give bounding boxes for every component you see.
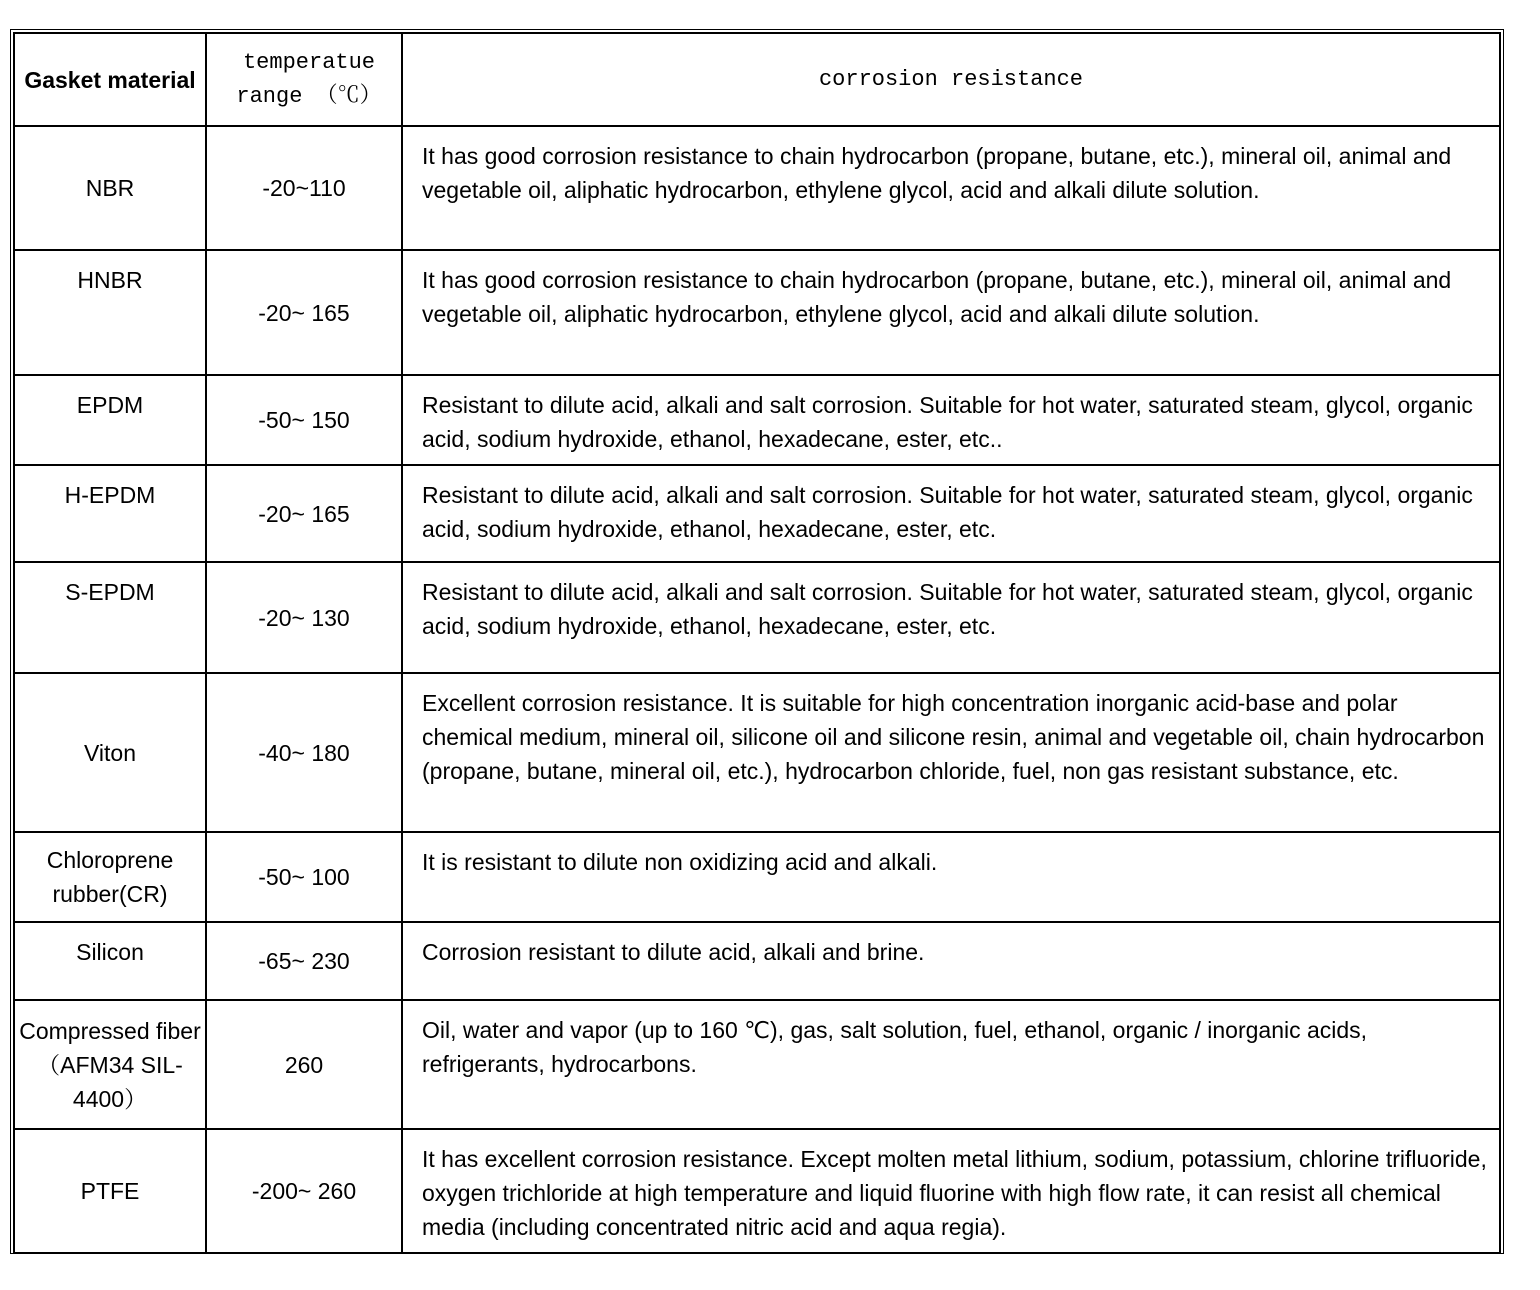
table-row: [14, 832, 1500, 922]
corrosion-cell: Resistant to dilute acid, alkali and salt corrosion. Suitable for hot water, saturated steam, glycol, organic acid, sodium hydroxide, ethanol, hexadecane, ester, etc.: [402, 562, 1500, 673]
material-cell: S-EPDM: [14, 562, 206, 673]
material-cell: HNBR: [14, 250, 206, 375]
table-row: [14, 1000, 1500, 1129]
material-cell: EPDM: [14, 375, 206, 465]
table-row: [14, 673, 1500, 832]
header-corrosion-resistance: corrosion resistance: [402, 33, 1500, 126]
corrosion-cell: It has good corrosion resistance to chain hydrocarbon (propane, butane, etc.), mineral oil, animal and vegetable oil, aliphatic hydrocarbon, ethylene glycol, acid and alkali dilute solution.: [402, 250, 1500, 375]
material-cell: PTFE: [14, 1129, 206, 1253]
gasket-material-table: [13, 32, 1501, 1254]
temperature-cell: -65~ 230: [206, 922, 402, 1000]
temperature-cell: -20~ 165: [206, 465, 402, 562]
table-row: [14, 250, 1500, 375]
table-row: [14, 1129, 1500, 1253]
corrosion-cell: It is resistant to dilute non oxidizing acid and alkali.: [402, 832, 1500, 922]
temperature-cell: -20~ 130: [206, 562, 402, 673]
table-row: [14, 126, 1500, 250]
material-cell: Viton: [14, 673, 206, 832]
temperature-cell: -50~ 150: [206, 375, 402, 465]
corrosion-cell: It has excellent corrosion resistance. Except molten metal lithium, sodium, potassium, chlorine trifluoride, oxygen trichloride at high temperature and liquid fluorine with high flow rate, it can resist all chemical media (including concentrated nitric acid and aqua regia).: [402, 1129, 1500, 1253]
material-cell: Compressed fiber（AFM34 SIL-4400）: [14, 1000, 206, 1129]
material-cell: Silicon: [14, 922, 206, 1000]
temperature-cell: -20~ 165: [206, 250, 402, 375]
gasket-table-frame: [10, 29, 1504, 1254]
corrosion-cell: Oil, water and vapor (up to 160 ℃), gas, salt solution, fuel, ethanol, organic / inorganic acids, refrigerants, hydrocarbons.: [402, 1000, 1500, 1129]
table-row: [14, 922, 1500, 1000]
temperature-cell: -40~ 180: [206, 673, 402, 832]
material-cell: NBR: [14, 126, 206, 250]
corrosion-cell: Corrosion resistant to dilute acid, alkali and brine.: [402, 922, 1500, 1000]
material-cell: H-EPDM: [14, 465, 206, 562]
corrosion-cell: It has good corrosion resistance to chain hydrocarbon (propane, butane, etc.), mineral oil, animal and vegetable oil, aliphatic hydrocarbon, ethylene glycol, acid and alkali dilute solution.: [402, 126, 1500, 250]
table-row: [14, 465, 1500, 562]
table-row: [14, 562, 1500, 673]
corrosion-cell: Excellent corrosion resistance. It is suitable for high concentration inorganic acid-base and polar chemical medium, mineral oil, silicone oil and silicone resin, animal and vegetable oil, chain hydrocarbon (propane, butane, mineral oil, etc.), hydrocarbon chloride, fuel, non gas resistant substance, etc.: [402, 673, 1500, 832]
table-row: [14, 375, 1500, 465]
temperature-cell: 260: [206, 1000, 402, 1129]
table-header-row: [14, 33, 1500, 126]
temperature-cell: -200~ 260: [206, 1129, 402, 1253]
corrosion-cell: Resistant to dilute acid, alkali and salt corrosion. Suitable for hot water, saturated steam, glycol, organic acid, sodium hydroxide, ethanol, hexadecane, ester, etc.: [402, 465, 1500, 562]
corrosion-cell: Resistant to dilute acid, alkali and salt corrosion. Suitable for hot water, saturated steam, glycol, organic acid, sodium hydroxide, ethanol, hexadecane, ester, etc..: [402, 375, 1500, 465]
header-gasket-material: Gasket material: [14, 33, 206, 126]
header-temperature-range: temperatue range （℃）: [206, 33, 402, 126]
temperature-cell: -20~110: [206, 126, 402, 250]
temperature-cell: -50~ 100: [206, 832, 402, 922]
material-cell: Chloroprene rubber(CR): [14, 832, 206, 922]
